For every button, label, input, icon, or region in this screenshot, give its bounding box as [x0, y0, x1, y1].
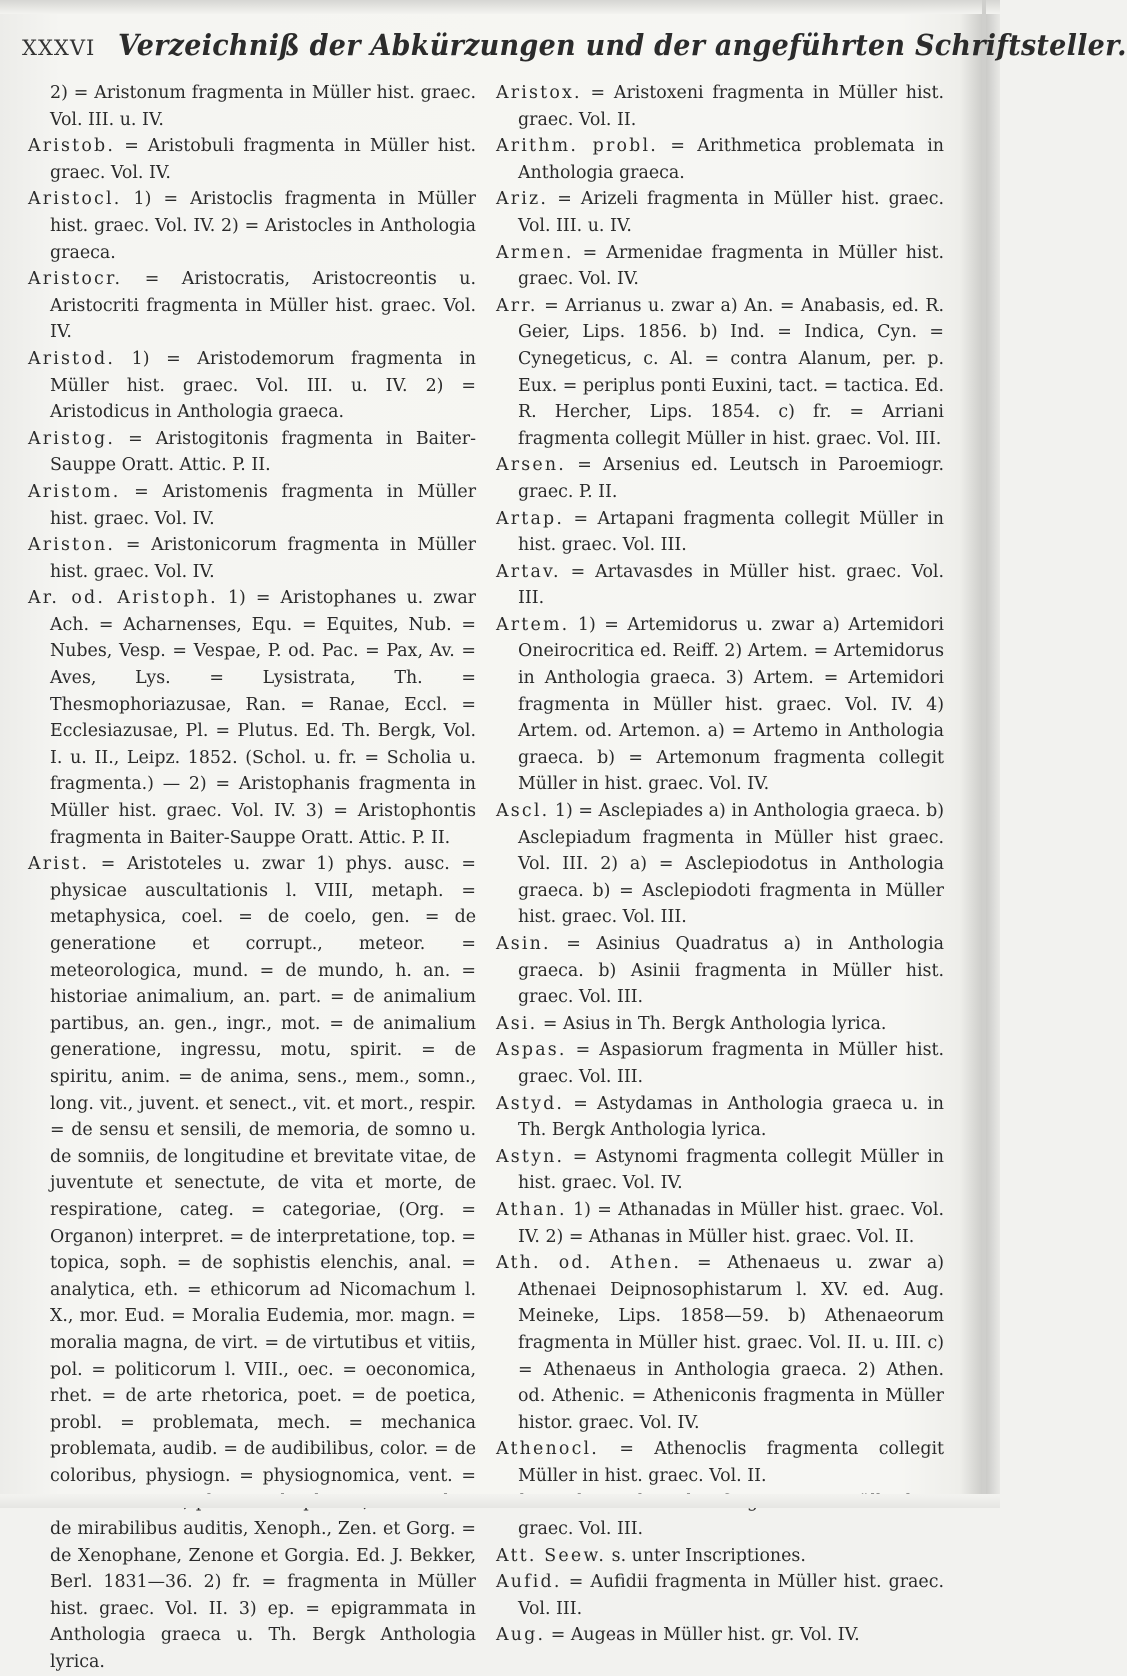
- entry-text: = Armenidae fragmenta in Müller hist. graec. Vol. IV.: [518, 242, 944, 290]
- index-entry: [28, 426, 476, 479]
- entry-text: = Artapani fragmenta collegit Müller in hist. graec. Vol. III.: [518, 508, 944, 556]
- entry-text: = Aristocratis, Aristocreontis u. Aristocriti fragmenta in Müller hist. graec. Vol. IV.: [50, 269, 476, 343]
- entry-abbreviation: Ariz.: [496, 189, 549, 210]
- scan-bottom-shadow: [0, 1494, 1000, 1508]
- index-entry: [28, 532, 476, 585]
- index-entry: [496, 612, 944, 798]
- entry-text: = Aspasiorum fragmenta in Müller hist. graec. Vol. III.: [518, 1040, 945, 1087]
- entry-abbreviation: Aristox.: [496, 83, 582, 103]
- entry-abbreviation: Athenocl.: [496, 1439, 600, 1460]
- entry-abbreviation: Aristom.: [28, 481, 121, 502]
- index-entry: [496, 80, 944, 133]
- index-entry: [496, 931, 944, 1011]
- entry-abbreviation: Astyn.: [496, 1146, 565, 1167]
- entry-abbreviation: Aristocl.: [28, 189, 122, 210]
- index-entry: [496, 1250, 944, 1436]
- index-entry: [496, 1091, 944, 1144]
- entry-abbreviation: Aug.: [496, 1625, 546, 1646]
- entry-text: = Athenoclis fragmenta collegit Müller in hist. graec. Vol. II.: [518, 1439, 944, 1486]
- entry-abbreviation: Aspas.: [496, 1040, 567, 1061]
- index-entry: [496, 133, 944, 186]
- entry-text: s. unter Inscriptiones.: [611, 1545, 806, 1566]
- entry-text: 1) = Asclepiades a) in Anthologia graeca. b) Asclepiadum fragmenta in Müller hist graec. Vol. III. 2) a) = Asclepiodotus in Anthologia graeca. b) = Asclepiodoti fragmenta in Müller hist. graec. Vol. III.: [518, 801, 944, 928]
- entry-abbreviation: Asin.: [496, 934, 551, 954]
- entry-abbreviation: Att. Seew.: [496, 1545, 607, 1566]
- entry-abbreviation: Artav.: [496, 561, 561, 582]
- page-number: XXXVI: [22, 36, 96, 60]
- entry-abbreviation: Artap.: [496, 508, 565, 529]
- entry-abbreviation: Arsen.: [496, 455, 567, 476]
- entry-abbreviation: Aristod.: [28, 348, 116, 369]
- entry-text: = Aristonicorum fragmenta in Müller hist. graec. Vol. IV.: [50, 535, 476, 582]
- entry-abbreviation: Arithm. probl.: [496, 136, 658, 157]
- index-entry: [496, 293, 944, 453]
- entry-text: = Astydamas in Anthologia graeca u. in Th. Bergk Anthologia lyrica.: [518, 1093, 944, 1141]
- entry-text: 1) = Aristoclis fragmenta in Müller hist. graec. Vol. IV. 2) = Aristocles in Anthologia graeca.: [50, 189, 476, 263]
- index-entry: [496, 452, 944, 505]
- index-entry: [496, 240, 944, 293]
- entry-abbreviation: Athan.: [496, 1199, 567, 1220]
- entry-text: = Arizeli fragmenta in Müller hist. graec. Vol. III. u. IV.: [518, 189, 944, 236]
- scan-page-edge: [982, 0, 986, 1508]
- index-entry: [496, 186, 944, 239]
- right-column: [496, 80, 944, 1649]
- entry-text: = Aristogitonis fragmenta in Baiter-Sauppe Oratt. Attic. P. II.: [50, 428, 476, 476]
- entry-abbreviation: Astyd.: [496, 1093, 565, 1114]
- entry-abbreviation: Aristog.: [28, 428, 116, 449]
- entry-abbreviation: Armen.: [496, 242, 574, 263]
- entry-text: = Arrianus u. zwar a) An. = Anabasis, ed. R. Geier, Lips. 1856. b) Ind. = Indica, Cyn. = Cynegeticus, c. Al. = contra Alanum, per. p. Eux. = periplus ponti Euxini, tact. = tactica. Ed. R. Hercher, Lips. 1854. c) fr. = Arriani fragmenta collegit Müller in hist. graec. Vol. III.: [518, 295, 945, 449]
- index-entry: [496, 1144, 944, 1197]
- left-column: [28, 80, 476, 1676]
- index-entry: [496, 1011, 944, 1038]
- entry-abbreviation: Arist.: [28, 854, 90, 875]
- index-entry: [28, 133, 476, 186]
- index-entry: [496, 559, 944, 612]
- entry-text: = Artavasdes in Müller hist. graec. Vol. III.: [518, 561, 945, 609]
- index-entry: [28, 851, 476, 1675]
- entry-text: 2) = Aristonum fragmenta in Müller hist. graec. Vol. III. u. IV.: [50, 83, 476, 130]
- entry-text: graec. Vol. III.: [518, 1519, 644, 1540]
- entry-abbreviation: Ascl.: [496, 801, 550, 822]
- entry-text: = Astynomi fragmenta collegit Müller in hist. graec. Vol. IV.: [518, 1146, 944, 1194]
- entry-text: = Aristoxeni fragmenta in Müller hist. graec. Vol. II.: [518, 83, 944, 130]
- entry-text: = Aristoteles u. zwar 1) phys. ausc. = physicae auscultationis l. VIII, metaph. = metaphysica, coel. = de coelo, gen. = de generatione et corrupt., meteor. = meteorologica, mund. = de mundo, h. an. = historiae animalium, an. part. = de animalium partibus, an. gen., ingr., mot. = de animalium generatione, ingressu, motu, spirit. = de spiritu, anim. = de anima, sens., mem., somn., long. vit., juvent. et senect., vit. et mort., respir. = de sensu et sensili, de memoria, de somno u. de somniis, de longitudine et brevitate vitae, de juventute et senectute, de vita et morte, de respiratione, categ. = categoriae, (Org. = Organon) interpret. = de interpretatione, top. = topica, soph. = de sophistis elenchis, anal. = analytica, eth. = ethicorum ad Nicomachum l. X., mor. Eud. = Moralia Eudemia, mor. magn. = moralia magna, de virt. = de virtutibus et vitiis, pol. = politicorum l. VIII., oec. = oeconomica, rhet. = de arte rhetorica, poet. = de poetica, probl. = problemata, mech. = mechanica problemata, audib. = de audibilibus, color. = de coloribus, physiogn. = physiognomica, vent. = de mirabilibus auditis, Xenoph., Zen. et Gorg. = de Xenophane, Zenone et Gorgia. Ed. J. Bekker, Berl. 1831—36. 2) fr. = fragmenta in Müller hist. graec. Vol. II. 3) ep. = epigrammata in Anthologia graeca u. Th. Bergk Anthologia lyrica.: [50, 854, 476, 1673]
- entry-text: = Augeas in Müller hist. gr. Vol. IV.: [550, 1625, 860, 1646]
- entry-text: 1) = Aristodemorum fragmenta in Müller hist. graec. Vol. III. u. IV. 2) = Aristodicus in Anthologia graeca.: [50, 348, 476, 423]
- index-entry: [496, 798, 944, 931]
- index-entry: [28, 346, 476, 426]
- entry-abbreviation: Aristob.: [28, 136, 116, 157]
- entry-text: 1) = Athanadas in Müller hist. graec. Vol. IV. 2) = Athanas in Müller hist. graec. Vol. II.: [518, 1199, 944, 1247]
- entry-text: 1) = Artemidorus u. zwar a) Artemidori Oneirocritica ed. Reiff. 2) Artem. = Artemidorus in Anthologia graeca. 3) Artem. = Artemidori fragmenta in Müller hist. graec. Vol. IV. 4) Artem. od. Artemon. a) = Artemo in Anthologia graeca. b) = Artemonum fragmenta collegit Müller in hist. graec. Vol. IV.: [518, 614, 944, 795]
- entry-text: = Asinius Quadratus a) in Anthologia graeca. b) Asinii fragmenta in Müller hist. graec. Vol. III.: [518, 934, 944, 1008]
- entry-abbreviation: Asi.: [496, 1013, 538, 1034]
- index-entry: [496, 1543, 944, 1570]
- entry-text: = Athenaeus u. zwar a) Athenaei Deipnosophistarum l. XV. ed. Aug. Meineke, Lips. 1858—59. b) Athenaeorum fragmenta in Müller hist. graec. Vol. II. u. III. c) = Athenaeus in Anthologia graeca. 2) Athen. od. Athenic. = Atheniconis fragmenta in Müller histor. graec. Vol. IV.: [518, 1253, 944, 1433]
- entry-text: = Arithmetica problemata in Anthologia graeca.: [518, 136, 945, 183]
- index-entry: [496, 1436, 944, 1489]
- index-entry: [28, 479, 476, 532]
- entry-text: = Arsenius ed. Leutsch in Paroemiogr. graec. P. II.: [518, 455, 945, 502]
- entry-text: 1) = Aristophanes u. zwar Ach. = Acharnenses, Equ. = Equites, Nub. = Nubes, Vesp. = Vespae, P. od. Pac. = Pax, Av. = Aves, Lys. = Lysistrata, Th. = Thesmophoriazusae, Ran. = Ranae, Eccl. = Ecclesiazusae, Pl. = Plutus. Ed. Th. Bergk, Vol. I. u. II., Leipz. 1852. (Schol. u. fr. = Scholia u. fragmenta.) — 2) = Aristophanis fragmenta in Müller hist. graec. Vol. IV. 3) = Aristophontis fragmenta in Baiter-Sauppe Oratt. Attic. P. II.: [50, 588, 476, 848]
- index-entry: [28, 266, 476, 346]
- index-entry: [28, 80, 476, 133]
- index-entry: [496, 1622, 944, 1649]
- entry-abbreviation: Arr.: [496, 295, 538, 316]
- entry-text: = Aristomenis fragmenta in Müller hist. graec. Vol. IV.: [50, 481, 477, 529]
- index-entry: [496, 506, 944, 559]
- page-title: Verzeichniß der Abkürzungen und der angeführten Schriftsteller.: [118, 28, 1127, 62]
- entry-text: = Aufidii fragmenta in Müller hist. graec. Vol. III.: [518, 1572, 944, 1619]
- entry-abbreviation: Ar. od. Aristoph.: [28, 588, 218, 609]
- page-header: [22, 28, 1127, 68]
- index-entry: [28, 585, 476, 851]
- entry-abbreviation: Aristocr.: [28, 269, 123, 290]
- index-entry: [496, 1569, 944, 1622]
- entry-text: = Asius in Th. Bergk Anthologia lyrica.: [542, 1013, 887, 1034]
- entry-text: = Aristobuli fragmenta in Müller hist. graec. Vol. IV.: [50, 136, 477, 183]
- entry-abbreviation: Artem.: [496, 614, 570, 635]
- index-entry: [496, 1037, 944, 1090]
- entry-abbreviation: Aufid.: [496, 1572, 562, 1593]
- scan-top-shadow: [0, 0, 1000, 14]
- entry-abbreviation: Ariston.: [28, 535, 116, 556]
- index-entry: [496, 1197, 944, 1250]
- entry-abbreviation: Ath. od. Athen.: [496, 1253, 682, 1274]
- index-entry: [28, 186, 476, 266]
